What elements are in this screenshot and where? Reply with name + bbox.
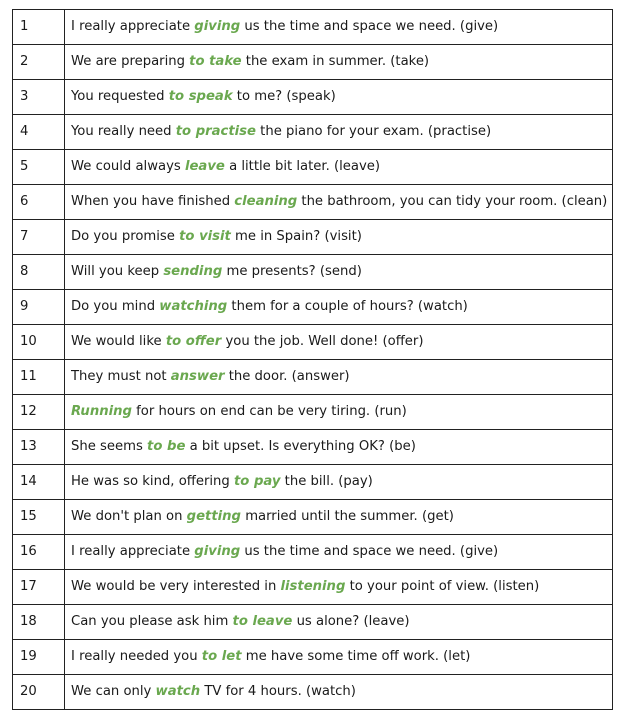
sentence-before-answer: You requested: [71, 89, 169, 105]
row-number: 11: [13, 360, 65, 395]
row-number: 10: [13, 325, 65, 360]
sentence-cell: [65, 10, 613, 45]
answer-text: listening: [280, 579, 346, 595]
row-number: 12: [13, 395, 65, 430]
sentence-after-answer: me have some time off work. (let): [241, 649, 471, 665]
row-number: 9: [13, 290, 65, 325]
sentence-cell: [65, 675, 613, 710]
sentence-after-answer: for hours on end can be very tiring. (run): [131, 404, 407, 420]
sentence-before-answer: Do you promise: [71, 229, 180, 245]
sentence-cell: [65, 150, 613, 185]
sentence-before-answer: We are preparing: [71, 54, 190, 70]
table-row: [13, 675, 613, 710]
row-number: 14: [13, 465, 65, 500]
answer-text: watch: [155, 684, 201, 700]
row-number: 17: [13, 570, 65, 605]
table-row: [13, 640, 613, 675]
table-row: [13, 430, 613, 465]
sentence-after-answer: to your point of view. (listen): [345, 579, 540, 595]
row-number: 1: [13, 10, 65, 45]
row-number: 16: [13, 535, 65, 570]
answer-text: to leave: [232, 614, 293, 630]
sentence-after-answer: the bathroom, you can tidy your room. (clean): [297, 194, 608, 210]
row-number: 8: [13, 255, 65, 290]
answer-text: giving: [194, 19, 241, 35]
sentence-cell: [65, 185, 613, 220]
table-row: [13, 290, 613, 325]
sentence-before-answer: She seems: [71, 439, 148, 455]
table-row: [13, 325, 613, 360]
answer-text: to let: [201, 649, 242, 665]
sentence-after-answer: the exam in summer. (take): [241, 54, 430, 70]
answer-text: to practise: [175, 124, 256, 140]
sentence-before-answer: Do you mind: [71, 299, 160, 315]
table-row: [13, 570, 613, 605]
sentence-before-answer: We can only: [71, 684, 156, 700]
sentence-before-answer: When you have finished: [71, 194, 235, 210]
sentence-after-answer: the door. (answer): [224, 369, 350, 385]
sentence-cell: [65, 290, 613, 325]
sentence-before-answer: I really appreciate: [71, 544, 195, 560]
sentence-after-answer: a little bit later. (leave): [224, 159, 381, 175]
table-row: [13, 535, 613, 570]
sentence-after-answer: them for a couple of hours? (watch): [227, 299, 468, 315]
sentence-cell: [65, 500, 613, 535]
answer-text: watching: [159, 299, 228, 315]
sentence-after-answer: us the time and space we need. (give): [240, 544, 499, 560]
sentence-cell: [65, 80, 613, 115]
sentence-before-answer: They must not: [71, 369, 171, 385]
sentence-cell: [65, 465, 613, 500]
sentence-cell: [65, 640, 613, 675]
row-number: 20: [13, 675, 65, 710]
exercise-table-body: [13, 10, 613, 710]
table-row: [13, 465, 613, 500]
sentence-cell: [65, 430, 613, 465]
sentence-after-answer: us alone? (leave): [292, 614, 410, 630]
sentence-cell: [65, 255, 613, 290]
row-number: 4: [13, 115, 65, 150]
answer-text: sending: [163, 264, 223, 280]
row-number: 3: [13, 80, 65, 115]
answer-text: giving: [194, 544, 241, 560]
sentence-after-answer: TV for 4 hours. (watch): [200, 684, 356, 700]
answer-text: cleaning: [234, 194, 298, 210]
row-number: 18: [13, 605, 65, 640]
sentence-after-answer: us the time and space we need. (give): [240, 19, 499, 35]
answer-text: to offer: [165, 334, 222, 350]
table-row: [13, 80, 613, 115]
row-number: 6: [13, 185, 65, 220]
answer-text: Running: [71, 404, 132, 420]
sentence-before-answer: Will you keep: [71, 264, 164, 280]
sentence-cell: [65, 360, 613, 395]
table-row: [13, 10, 613, 45]
answer-text: to speak: [168, 89, 233, 105]
sentence-after-answer: to me? (speak): [232, 89, 336, 105]
sentence-cell: [65, 115, 613, 150]
sentence-after-answer: you the job. Well done! (offer): [221, 334, 424, 350]
row-number: 2: [13, 45, 65, 80]
table-row: [13, 500, 613, 535]
row-number: 15: [13, 500, 65, 535]
table-row: [13, 115, 613, 150]
table-row: [13, 360, 613, 395]
answer-text: getting: [186, 509, 241, 525]
table-row: [13, 255, 613, 290]
sentence-cell: [65, 605, 613, 640]
table-row: [13, 45, 613, 80]
sentence-cell: [65, 535, 613, 570]
answer-text: leave: [184, 159, 225, 175]
row-number: 7: [13, 220, 65, 255]
sentence-before-answer: You really need: [71, 124, 176, 140]
sentence-before-answer: We don't plan on: [71, 509, 187, 525]
sentence-after-answer: the bill. (pay): [280, 474, 373, 490]
row-number: 13: [13, 430, 65, 465]
sentence-before-answer: I really needed you: [71, 649, 202, 665]
sentence-cell: [65, 220, 613, 255]
sentence-before-answer: We would be very interested in: [71, 579, 281, 595]
sentence-before-answer: Can you please ask him: [71, 614, 233, 630]
table-row: [13, 185, 613, 220]
sentence-before-answer: We would like: [71, 334, 166, 350]
row-number: 19: [13, 640, 65, 675]
sentence-after-answer: the piano for your exam. (practise): [255, 124, 492, 140]
answer-text: to visit: [179, 229, 231, 245]
row-number: 5: [13, 150, 65, 185]
sentence-cell: [65, 45, 613, 80]
sentence-before-answer: He was so kind, offering: [71, 474, 234, 490]
table-row: [13, 395, 613, 430]
answer-text: to pay: [233, 474, 281, 490]
sentence-after-answer: me in Spain? (visit): [230, 229, 362, 245]
sentence-after-answer: me presents? (send): [222, 264, 362, 280]
answer-text: to take: [189, 54, 242, 70]
sentence-cell: [65, 570, 613, 605]
exercise-table: [12, 9, 613, 710]
table-row: [13, 150, 613, 185]
sentence-after-answer: a bit upset. Is everything OK? (be): [185, 439, 416, 455]
answer-text: to be: [147, 439, 186, 455]
sentence-after-answer: married until the summer. (get): [241, 509, 454, 525]
sentence-before-answer: I really appreciate: [71, 19, 195, 35]
answer-text: answer: [170, 369, 225, 385]
sentence-cell: [65, 325, 613, 360]
sentence-cell: [65, 395, 613, 430]
sentence-before-answer: We could always: [71, 159, 185, 175]
table-row: [13, 220, 613, 255]
table-row: [13, 605, 613, 640]
